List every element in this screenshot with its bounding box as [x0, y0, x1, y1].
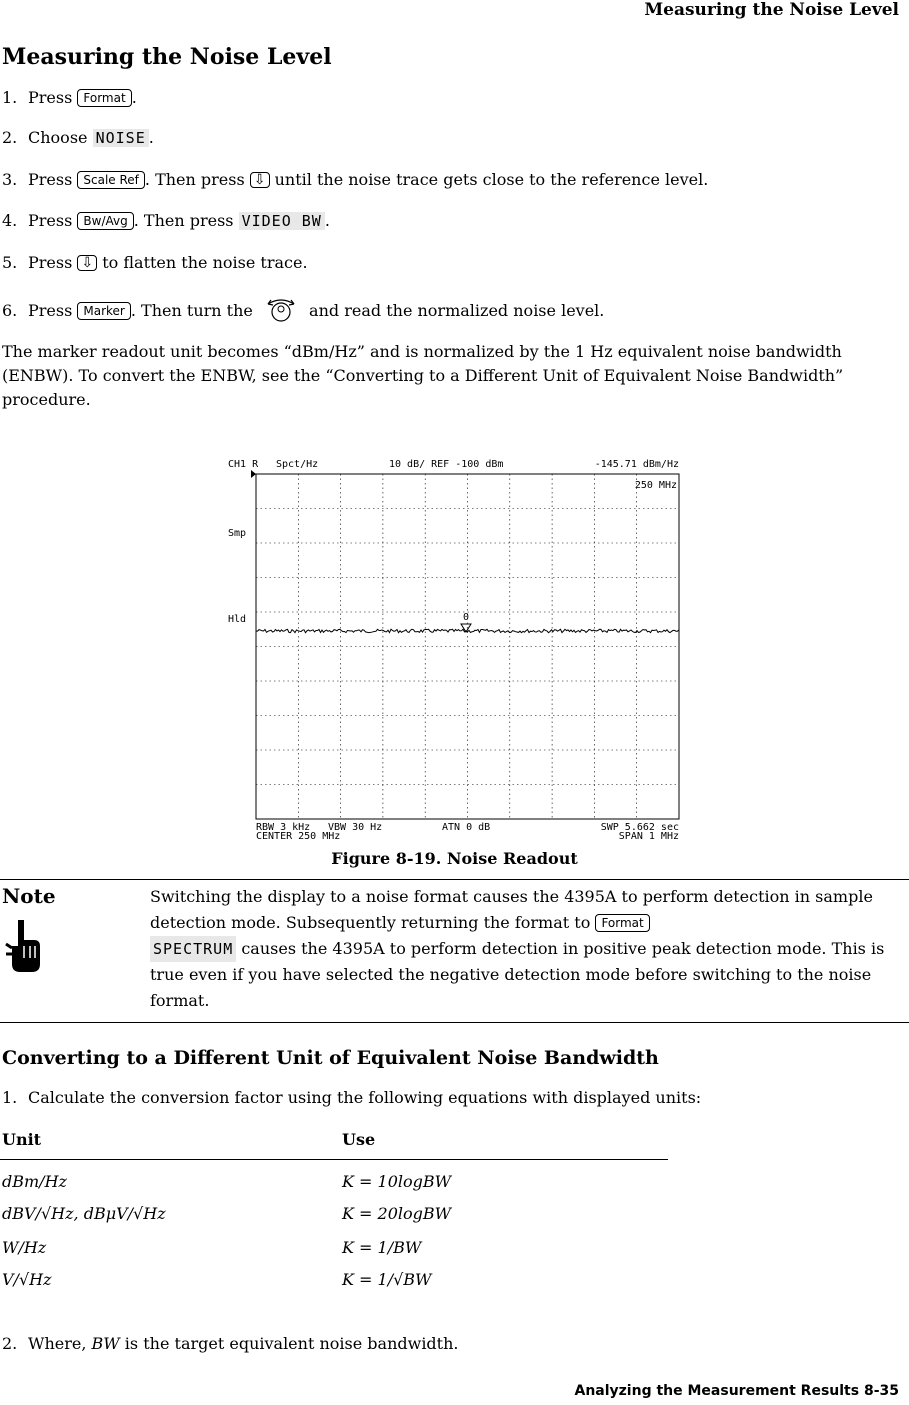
analyzer-screen-figure — [226, 455, 684, 845]
figure-caption: Figure 8-19. Noise Readout — [331, 849, 578, 868]
note-top-rule — [0, 879, 909, 880]
step-6: 6. Press Marker . Then turn the and read the normalized noise level. — [2, 298, 604, 322]
format-key[interactable]: Format — [595, 914, 649, 932]
table-rule — [0, 1159, 668, 1160]
span-label: SPAN 1 MHz — [618, 831, 679, 842]
table-header-use: Use — [342, 1130, 376, 1149]
table-header-unit: Unit — [2, 1130, 42, 1149]
graticule — [256, 474, 679, 819]
hld-label: Hld — [228, 614, 247, 625]
channel-label: CH1 R — [228, 459, 259, 470]
body-paragraph: The marker readout unit becomes “dBm/Hz” and is normalized by the 1 Hz equivalent noise bandwidth (ENBW). To convert the ENBW, see the “Converting to a Different Unit of Equivalent Noise Bandwidth” procedure. — [2, 342, 844, 409]
marker-key[interactable]: Marker — [77, 302, 130, 320]
note-label: Note — [2, 884, 56, 908]
table-cell-unit: dBV/√Hz, dBμV/√Hz — [2, 1204, 166, 1223]
page-footer: Analyzing the Measurement Results 8-35 — [574, 1383, 899, 1399]
noise-softkey[interactable]: NOISE — [93, 129, 149, 147]
table-cell-use: K = 20logBW — [342, 1204, 452, 1223]
table-cell-use: K = 1/BW — [342, 1238, 422, 1257]
running-head: Measuring the Noise Level — [644, 0, 899, 20]
sub-step-1: 1. Calculate the conversion factor using the following equations with displayed units: — [2, 1088, 702, 1107]
pointing-hand-icon — [4, 918, 44, 974]
center-label: CENTER 250 MHz — [256, 831, 341, 842]
bw-avg-key[interactable]: Bw/Avg — [77, 212, 133, 230]
rotary-knob-icon[interactable] — [258, 298, 304, 322]
reference-pointer — [251, 470, 256, 478]
swp-label: SWP 5.662 sec — [600, 822, 679, 833]
scale-ref-key[interactable]: Scale Ref — [77, 171, 145, 189]
atn-label: ATN 0 dB — [442, 822, 491, 833]
section-subtitle: Converting to a Different Unit of Equivalent Noise Bandwidth — [2, 1047, 659, 1069]
note-bottom-rule — [0, 1022, 909, 1023]
down-arrow-key-icon[interactable]: ⇩ — [77, 255, 97, 271]
step-5: 5. Press ⇩ to flatten the noise trace. — [2, 253, 308, 272]
rbw-label: RBW 3 kHz — [256, 822, 311, 833]
sub-step-2: 2. Where, BW is the target equivalent noise bandwidth. — [2, 1334, 459, 1353]
marker-freq: 250 MHz — [634, 480, 677, 491]
format-label: Spct/Hz — [276, 459, 319, 470]
page-title: Measuring the Noise Level — [2, 44, 332, 70]
down-arrow-key-icon[interactable]: ⇩ — [250, 172, 270, 188]
format-key[interactable]: Format — [77, 89, 131, 107]
note-body: Switching the display to a noise format causes the 4395A to perform detection in sample detection mode. Subsequently returning the format to Format SPECTRUM causes the 4395A to perform detection in positive peak detection mode. This is true even if you have selected the negative detection mode before switching to the noise format. — [150, 887, 885, 1010]
video-bw-softkey[interactable]: VIDEO BW — [239, 212, 325, 230]
table-cell-use: K = 10logBW — [342, 1172, 452, 1191]
table-cell-use: K = 1/√BW — [342, 1270, 432, 1289]
vbw-label: VBW 30 Hz — [328, 822, 383, 833]
scale-label: 10 dB/ REF -100 dBm — [389, 459, 504, 470]
marker-number: 0 — [463, 612, 470, 623]
table-cell-unit: V/√Hz — [2, 1270, 52, 1289]
step-4: 4. Press Bw/Avg . Then press VIDEO BW . — [2, 211, 330, 230]
step-1: 1. Press Format . — [2, 88, 137, 107]
step-2: 2. Choose NOISE . — [2, 128, 154, 147]
marker-value: -145.71 dBm/Hz — [594, 459, 679, 470]
smp-label: Smp — [228, 528, 247, 539]
table-cell-unit: dBm/Hz — [2, 1172, 67, 1191]
spectrum-softkey[interactable]: SPECTRUM — [150, 936, 236, 962]
table-cell-unit: W/Hz — [2, 1238, 47, 1257]
step-3: 3. Press Scale Ref . Then press ⇩ until the noise trace gets close to the reference level. — [2, 170, 709, 189]
